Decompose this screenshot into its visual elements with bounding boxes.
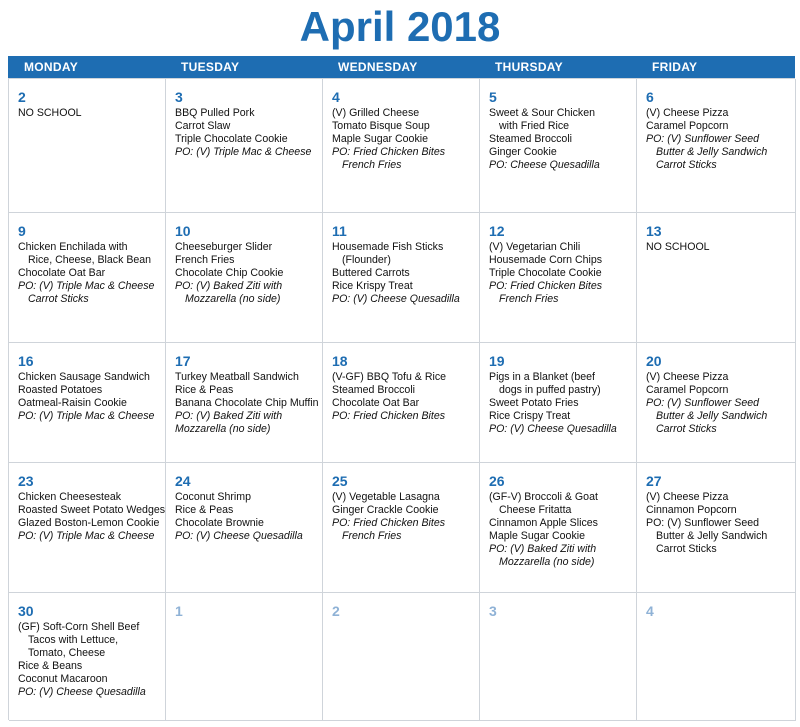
menu-alternate-item: PO: (V) Baked Ziti with xyxy=(175,280,283,292)
menu-item: Maple Sugar Cookie xyxy=(489,530,585,542)
menu-alternate-item: French Fries xyxy=(342,530,402,542)
menu-item: NO SCHOOL xyxy=(646,241,710,253)
menu-item: Coconut Macaroon xyxy=(18,673,108,685)
day-number: 13 xyxy=(646,223,662,239)
menu-item: Rice Crispy Treat xyxy=(489,410,571,422)
menu-item: Roasted Potatoes xyxy=(18,384,103,396)
menu-item: Chicken Enchilada with xyxy=(18,241,128,253)
menu-alternate-item: PO: (V) Sunflower Seed xyxy=(646,397,760,409)
menu-item: Housemade Fish Sticks xyxy=(332,241,444,253)
day-cell xyxy=(9,213,166,343)
day-number: 18 xyxy=(332,353,348,369)
weekday-tuesday: TUESDAY xyxy=(181,60,240,74)
menu-item: Rice Krispy Treat xyxy=(332,280,413,292)
day-number: 3 xyxy=(489,603,497,619)
day-cell xyxy=(480,343,637,463)
day-cell xyxy=(637,463,796,593)
menu-item: with Fried Rice xyxy=(499,120,570,132)
day-number: 27 xyxy=(646,473,662,489)
day-cell xyxy=(166,79,323,213)
menu-item: Caramel Popcorn xyxy=(646,120,729,132)
day-cell xyxy=(480,593,637,721)
weekday-wednesday: WEDNESDAY xyxy=(338,60,418,74)
menu-item: (V) Grilled Cheese xyxy=(332,107,420,119)
day-number: 26 xyxy=(489,473,505,489)
day-cell xyxy=(166,343,323,463)
menu-alternate-item: PO: Fried Chicken Bites xyxy=(489,280,603,292)
day-number: 10 xyxy=(175,223,191,239)
menu-item: Chocolate Chip Cookie xyxy=(175,267,284,279)
day-number: 4 xyxy=(332,89,340,105)
menu-item: Ginger Crackle Cookie xyxy=(332,504,439,516)
menu-alternate-item: PO: Fried Chicken Bites xyxy=(332,517,446,529)
menu-item: Housemade Corn Chips xyxy=(489,254,603,266)
menu-item: BBQ Pulled Pork xyxy=(175,107,255,119)
menu-item: Chicken Sausage Sandwich xyxy=(18,371,150,383)
menu-alternate-item: Carrot Sticks xyxy=(656,423,717,435)
day-number: 6 xyxy=(646,89,654,105)
menu-item: Coconut Shrimp xyxy=(175,491,251,503)
day-cell xyxy=(323,343,480,463)
menu-item: Chocolate Brownie xyxy=(175,517,264,529)
day-number: 30 xyxy=(18,603,34,619)
menu-item: Sweet & Sour Chicken xyxy=(489,107,595,119)
day-number: 25 xyxy=(332,473,348,489)
menu-item: Glazed Boston-Lemon Cookie xyxy=(18,517,160,529)
menu-item: Tomato, Cheese xyxy=(28,647,106,659)
menu-item: Chocolate Oat Bar xyxy=(18,267,106,279)
menu-item: Steamed Broccoli xyxy=(332,384,416,396)
menu-item: Rice & Peas xyxy=(175,504,234,516)
menu-alternate-item: French Fries xyxy=(499,293,559,305)
day-cell xyxy=(9,343,166,463)
menu-alternate-item: PO: (V) Cheese Quesadilla xyxy=(489,423,617,435)
menu-item: Caramel Popcorn xyxy=(646,384,729,396)
day-cell xyxy=(480,213,637,343)
menu-item: (V) Cheese Pizza xyxy=(646,491,729,503)
day-number: 20 xyxy=(646,353,662,369)
day-number: 16 xyxy=(18,353,34,369)
menu-item: (GF-V) Broccoli & Goat xyxy=(489,491,598,503)
menu-alternate-item: PO: Fried Chicken Bites xyxy=(332,146,446,158)
menu-alternate-item: PO: (V) Cheese Quesadilla xyxy=(332,293,460,305)
calendar-grid xyxy=(8,78,795,720)
weekday-thursday: THURSDAY xyxy=(495,60,563,74)
menu-item: PO: (V) Sunflower Seed xyxy=(646,517,760,529)
menu-item: Cheeseburger Slider xyxy=(175,241,273,253)
menu-alternate-item: Carrot Sticks xyxy=(28,293,89,305)
menu-item: Chicken Cheesesteak xyxy=(18,491,122,503)
menu-alternate-item: PO: (V) Baked Ziti with xyxy=(489,543,597,555)
menu-alternate-item: PO: Fried Chicken Bites xyxy=(332,410,446,422)
menu-item: (V) Vegetable Lasagna xyxy=(332,491,440,503)
day-cell xyxy=(637,213,796,343)
menu-item: Triple Chocolate Cookie xyxy=(175,133,288,145)
menu-alternate-item: PO: (V) Cheese Quesadilla xyxy=(175,530,303,542)
menu-item: French Fries xyxy=(175,254,235,266)
day-cell xyxy=(166,213,323,343)
menu-alternate-item: Mozzarella (no side) xyxy=(499,556,595,568)
day-cell xyxy=(323,79,480,213)
day-cell xyxy=(637,593,796,721)
menu-item: Oatmeal-Raisin Cookie xyxy=(18,397,127,409)
menu-alternate-item: PO: (V) Triple Mac & Cheese xyxy=(175,146,312,158)
menu-item: Tomato Bisque Soup xyxy=(332,120,430,132)
menu-item: Banana Chocolate Chip Muffin xyxy=(175,397,319,409)
menu-item: Steamed Broccoli xyxy=(489,133,573,145)
day-cell xyxy=(480,79,637,213)
day-cell xyxy=(9,79,166,213)
menu-item: Cheese Fritatta xyxy=(499,504,572,516)
menu-alternate-item: PO: Cheese Quesadilla xyxy=(489,159,600,171)
day-number: 23 xyxy=(18,473,34,489)
menu-item: Buttered Carrots xyxy=(332,267,410,279)
menu-item: (V) Vegetarian Chili xyxy=(489,241,581,253)
menu-item: (Flounder) xyxy=(342,254,391,266)
day-number: 17 xyxy=(175,353,191,369)
day-cell xyxy=(637,343,796,463)
day-cell xyxy=(637,79,796,213)
day-number: 11 xyxy=(332,223,347,239)
menu-item: Butter & Jelly Sandwich xyxy=(656,530,768,542)
menu-item: Carrot Slaw xyxy=(175,120,231,132)
menu-alternate-item: Butter & Jelly Sandwich xyxy=(656,146,768,158)
menu-alternate-item: French Fries xyxy=(342,159,402,171)
menu-item: Rice, Cheese, Black Bean xyxy=(28,254,152,266)
menu-alternate-item: Mozzarella (no side) xyxy=(185,293,281,305)
day-number: 2 xyxy=(332,603,340,619)
menu-alternate-item: PO: (V) Cheese Quesadilla xyxy=(18,686,146,698)
menu-item: (GF) Soft-Corn Shell Beef xyxy=(18,621,140,633)
menu-item: Rice & Beans xyxy=(18,660,83,672)
menu-alternate-item: Carrot Sticks xyxy=(656,159,717,171)
menu-item: Maple Sugar Cookie xyxy=(332,133,428,145)
day-number: 24 xyxy=(175,473,191,489)
menu-item: Sweet Potato Fries xyxy=(489,397,579,409)
menu-alternate-item: Butter & Jelly Sandwich xyxy=(656,410,768,422)
menu-item: Cinnamon Popcorn xyxy=(646,504,737,516)
menu-item: (V) Cheese Pizza xyxy=(646,107,729,119)
menu-item: Triple Chocolate Cookie xyxy=(489,267,602,279)
menu-alternate-item: PO: (V) Triple Mac & Cheese xyxy=(18,280,155,292)
menu-item: NO SCHOOL xyxy=(18,107,82,119)
menu-alternate-item: Mozzarella (no side) xyxy=(175,423,271,435)
day-cell xyxy=(480,463,637,593)
menu-item: (V-GF) BBQ Tofu & Rice xyxy=(332,371,447,383)
day-cell xyxy=(9,463,166,593)
day-cell xyxy=(323,593,480,721)
weekday-header xyxy=(8,56,795,78)
weekday-friday: FRIDAY xyxy=(652,60,698,74)
menu-alternate-item: PO: (V) Baked Ziti with xyxy=(175,410,283,422)
menu-item: Carrot Sticks xyxy=(656,543,717,555)
day-number: 19 xyxy=(489,353,505,369)
day-number: 4 xyxy=(646,603,654,619)
menu-item: Cinnamon Apple Slices xyxy=(489,517,598,529)
day-cell xyxy=(166,463,323,593)
calendar-title: April 2018 xyxy=(299,3,501,50)
day-cell xyxy=(166,593,323,721)
menu-item: dogs in puffed pastry) xyxy=(499,384,601,396)
day-number: 1 xyxy=(175,603,183,619)
weekday-monday: MONDAY xyxy=(24,60,79,74)
menu-item: Roasted Sweet Potato Wedges xyxy=(18,504,166,516)
day-number: 12 xyxy=(489,223,505,239)
menu-item: Tacos with Lettuce, xyxy=(28,634,119,646)
menu-alternate-item: PO: (V) Triple Mac & Cheese xyxy=(18,530,155,542)
day-cell xyxy=(323,463,480,593)
menu-alternate-item: PO: (V) Triple Mac & Cheese xyxy=(18,410,155,422)
day-cell xyxy=(323,213,480,343)
day-number: 3 xyxy=(175,89,183,105)
day-number: 5 xyxy=(489,89,497,105)
menu-item: Pigs in a Blanket (beef xyxy=(489,371,595,383)
day-number: 2 xyxy=(18,89,26,105)
day-number: 9 xyxy=(18,223,26,239)
menu-item: Chocolate Oat Bar xyxy=(332,397,420,409)
menu-item: Rice & Peas xyxy=(175,384,234,396)
menu-item: (V) Cheese Pizza xyxy=(646,371,729,383)
menu-item: Turkey Meatball Sandwich xyxy=(175,371,299,383)
menu-item: Ginger Cookie xyxy=(489,146,557,158)
menu-alternate-item: PO: (V) Sunflower Seed xyxy=(646,133,760,145)
day-cell xyxy=(9,593,166,721)
